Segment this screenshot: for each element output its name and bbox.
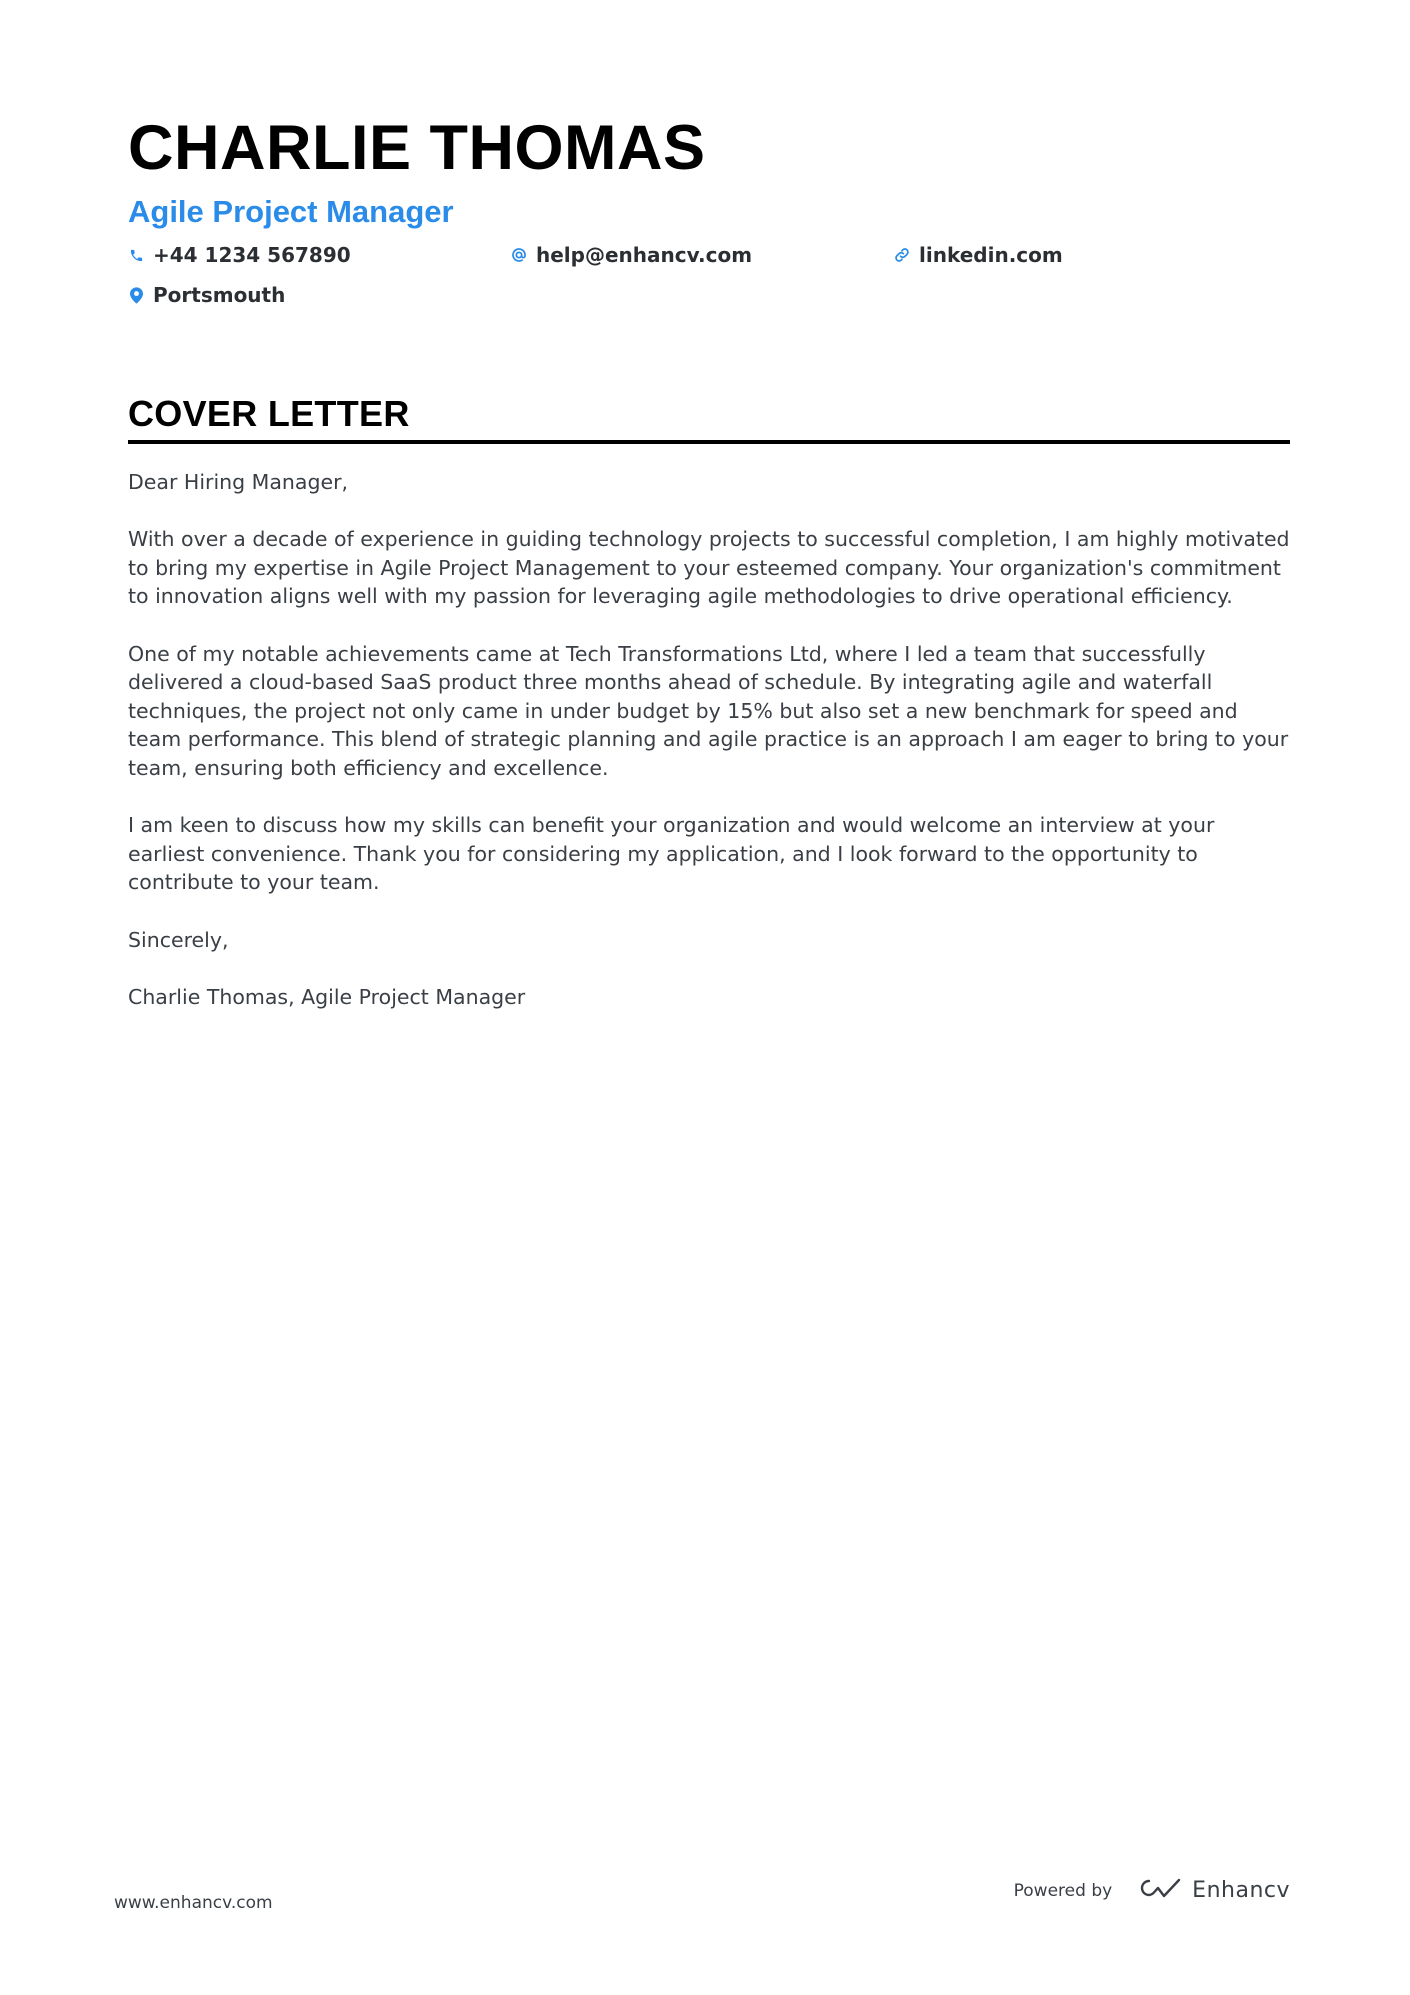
brand-name: Enhancv <box>1192 1878 1290 1903</box>
powered-by-label: Powered by <box>1013 1880 1113 1901</box>
contact-website[interactable] <box>894 240 1063 270</box>
location-text: Portsmouth <box>153 283 286 307</box>
section-title: COVER LETTER <box>128 393 410 434</box>
at-icon <box>511 246 527 264</box>
brand[interactable] <box>1136 1876 1290 1905</box>
phone-icon <box>128 246 144 264</box>
contact-phone[interactable] <box>128 240 351 270</box>
section-divider <box>128 440 1290 444</box>
job-title: Agile Project Manager <box>128 194 454 229</box>
enhancv-logo-icon <box>1136 1876 1182 1905</box>
phone-text: +44 1234 567890 <box>153 243 351 267</box>
link-icon <box>894 246 910 264</box>
paragraph-1: With over a decade of experience in guiding technology projects to successful completion, I am highly motivated to bring my expertise in Agile Project Management to your esteemed company. Your organization's commitment to innovation aligns well with my passion for leveraging agile methodologies to drive operational efficiency. <box>128 527 1290 609</box>
salutation: Dear Hiring Manager, <box>128 470 349 494</box>
closing: Sincerely, <box>128 927 229 952</box>
header <box>128 108 1290 234</box>
paragraph-2: One of my notable achievements came at Tech Transformations Ltd, where I led a team that successfully delivered a cloud-based SaaS product three months ahead of schedule. By integrating agile and waterfall techniques, the project not only came in under budget by 15% but also set a new benchmark for speed and team performance. This blend of strategic planning and agile practice is an approach I am eager to bring to your team, ensuring both efficiency and excellence. <box>128 641 1289 780</box>
contact-email[interactable] <box>511 240 752 270</box>
candidate-name: CHARLIE THOMAS <box>128 113 706 183</box>
footer-branding[interactable] <box>1014 1876 1290 1905</box>
cover-letter-section <box>128 392 1290 444</box>
footer-website-link[interactable]: www.enhancv.com <box>114 1893 273 1913</box>
paragraph-3: I am keen to discuss how my skills can benefit your organization and would welcome an interview at your earliest convenience. Thank you for considering my application, and I look forward to the opportunity to contribute to your team. <box>128 813 1215 895</box>
location-pin-icon <box>128 286 144 304</box>
contact-location <box>128 280 285 310</box>
letter-body <box>128 468 1290 1040</box>
website-text: linkedin.com <box>919 243 1063 267</box>
signature: Charlie Thomas, Agile Project Manager <box>128 984 526 1009</box>
email-text: help@enhancv.com <box>536 243 753 267</box>
